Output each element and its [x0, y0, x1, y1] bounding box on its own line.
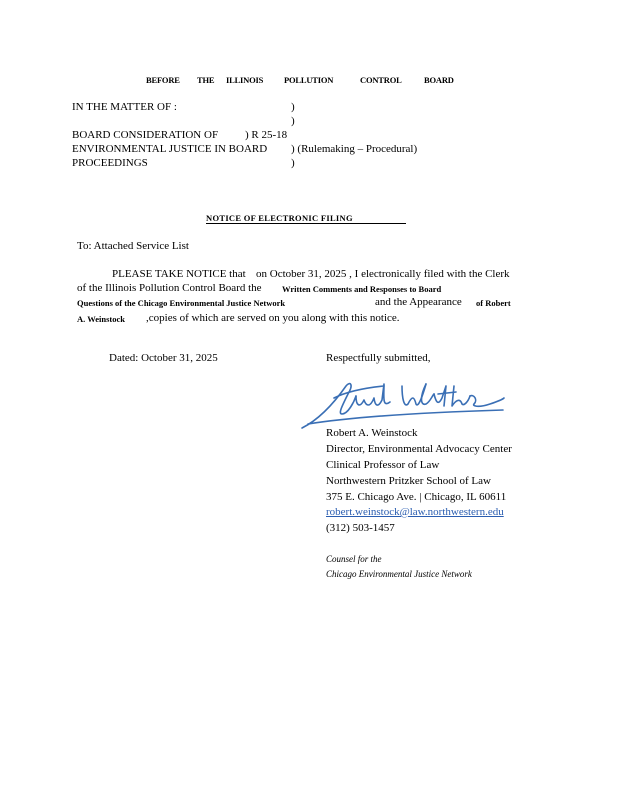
school-name: Northwestern Pritzker School of Law: [326, 475, 491, 487]
rulemaking-type: ) (Rulemaking – Procedural): [291, 143, 418, 155]
in-the-matter: IN THE MATTER OF :: [72, 101, 177, 113]
caption-title-line: PROCEEDINGS: [72, 157, 148, 169]
header-word: BOARD: [424, 75, 454, 85]
attorney-title: Director, Environmental Advocacy Center: [326, 443, 512, 455]
header-word: ILLINOIS: [226, 75, 264, 85]
header-word: THE: [197, 75, 215, 85]
header-word: CONTROL: [360, 75, 402, 85]
caption-paren: ): [291, 115, 295, 127]
document-title: Written Comments and Responses to Board: [282, 284, 442, 294]
notice-title: NOTICE OF ELECTRONIC FILING: [206, 213, 406, 224]
caption-title-line: ENVIRONMENTAL JUSTICE IN BOARD: [72, 143, 268, 155]
document-title: A. Weinstock: [77, 314, 126, 324]
address: 375 E. Chicago Ave. | Chicago, IL 60611: [326, 491, 507, 503]
body-text: of the Illinois Pollution Control Board the: [77, 282, 262, 294]
body-text: and the Appearance: [375, 296, 462, 308]
caption-paren: ): [291, 101, 295, 113]
caption-paren: ): [291, 157, 295, 169]
docket-number: ) R 25-18: [245, 129, 288, 141]
closing-line: Respectfully submitted,: [326, 352, 431, 364]
document-title: Questions of the Chicago Environmental Justice Network: [77, 298, 286, 308]
handwritten-signature: [298, 376, 508, 432]
header-word: POLLUTION: [284, 75, 334, 85]
body-text: ,copies of which are served on you along with this notice.: [146, 312, 400, 324]
body-text: PLEASE TAKE NOTICE that: [112, 268, 246, 280]
attorney-title: Clinical Professor of Law: [326, 459, 440, 471]
caption-title-line: BOARD CONSIDERATION OF: [72, 129, 219, 141]
phone-number: (312) 503-1457: [326, 522, 395, 534]
document-title: of Robert: [476, 298, 511, 308]
email-link[interactable]: robert.weinstock@law.northwestern.edu: [326, 506, 504, 518]
attorney-name: Robert A. Weinstock: [326, 427, 418, 439]
body-text: on October 31, 2025 , I electronically filed with the Clerk: [256, 268, 510, 280]
counsel-line: Counsel for the: [326, 554, 382, 564]
date-line: Dated: October 31, 2025: [109, 352, 218, 364]
counsel-line: Chicago Environmental Justice Network: [326, 569, 472, 579]
to-line: To: Attached Service List: [77, 240, 189, 252]
header-word: BEFORE: [146, 75, 180, 85]
